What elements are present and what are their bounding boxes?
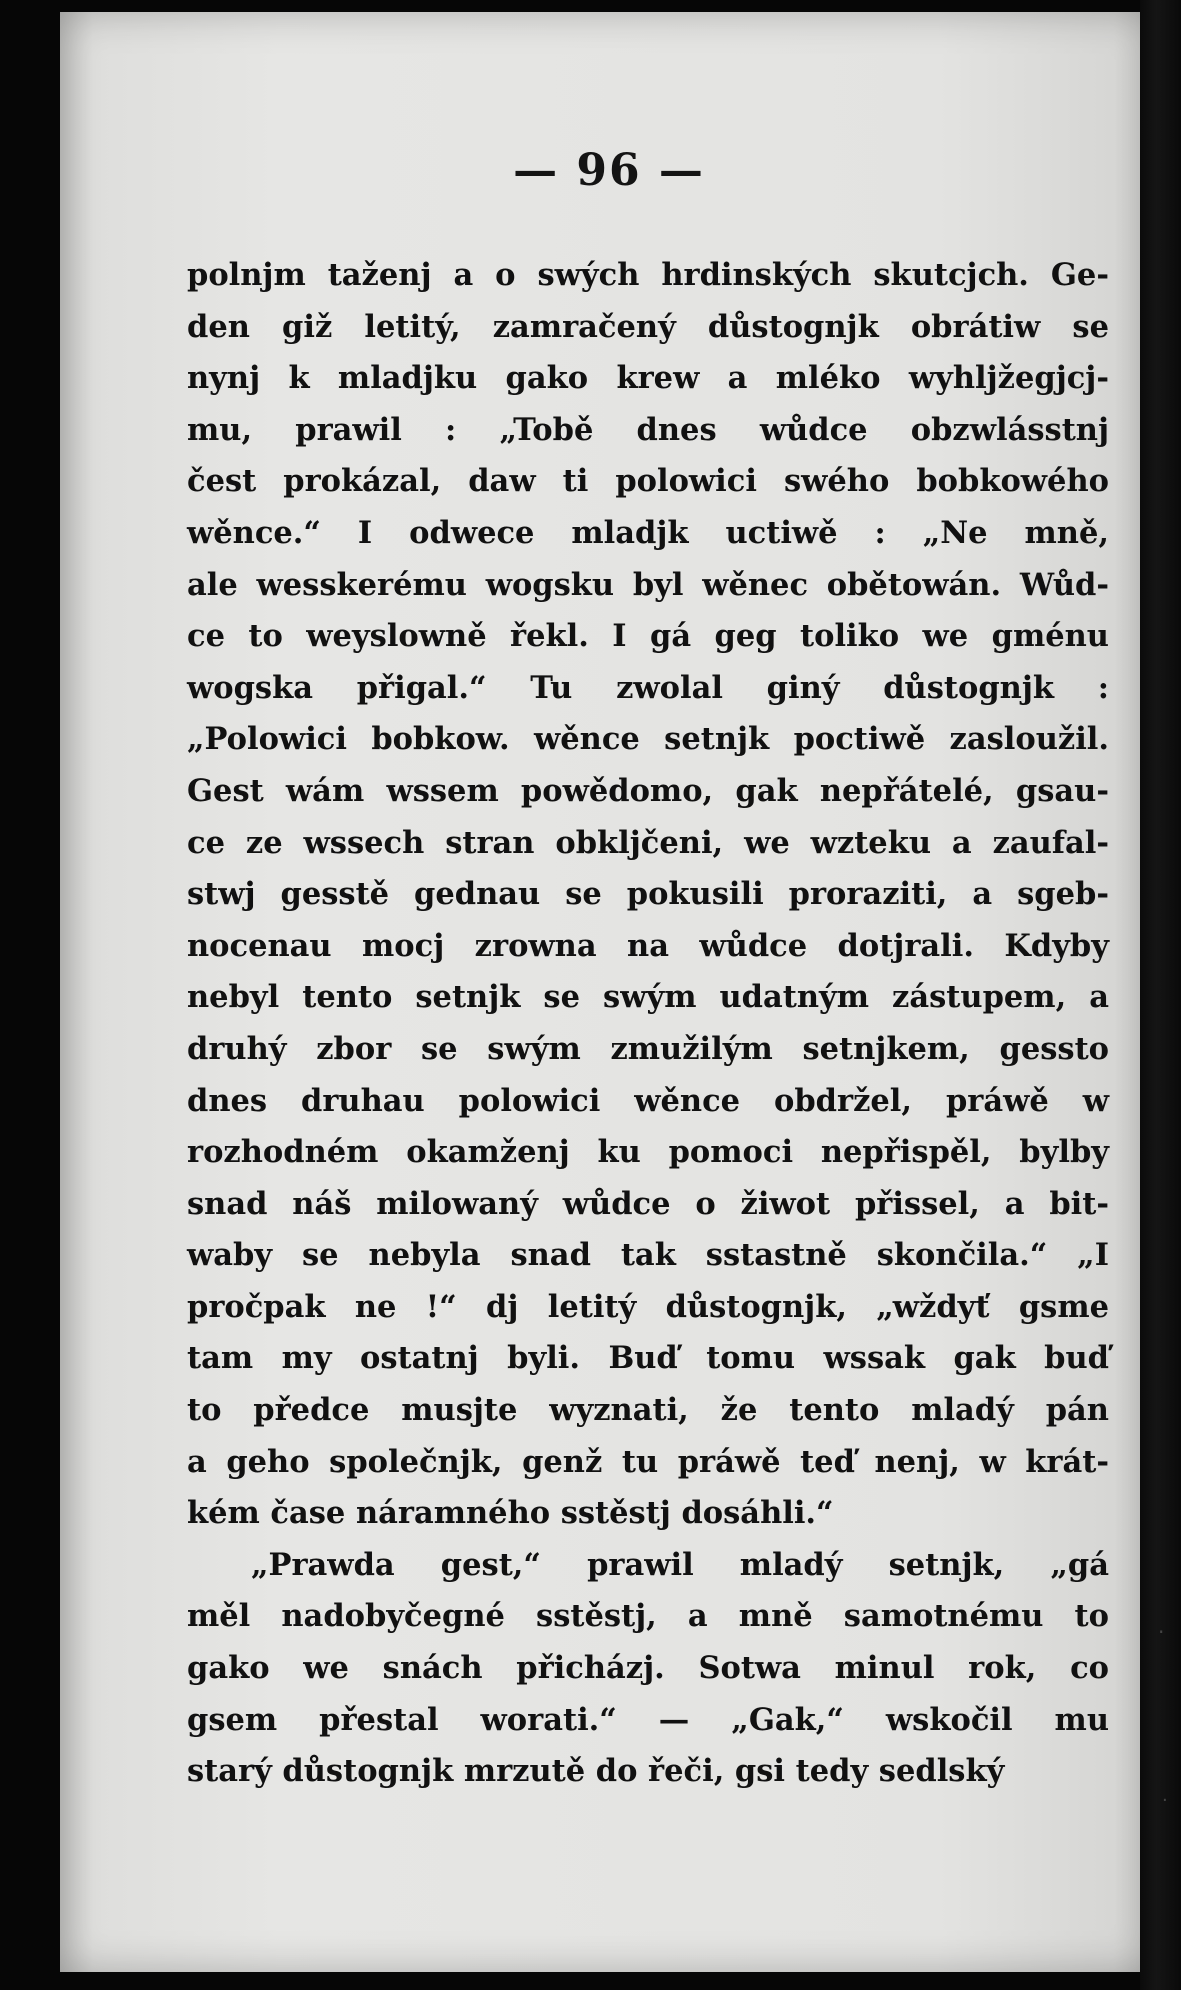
text-line: kém čase náramného sstěstj dosáhli.“ xyxy=(187,1495,834,1532)
text-line: to předce musjte wyznati, že tento mladý pán xyxy=(187,1392,1109,1429)
page-edge-shadow xyxy=(1140,0,1181,1990)
text-line: „Prawda gest,“ prawil mladý setnjk, „gá xyxy=(251,1546,1109,1583)
text-line: nebyl tento setnjk se swým udatným zástupem, a xyxy=(187,979,1109,1016)
text-line: „Polowici bobkow. wěnce setnjk poctiwě zasloužil. xyxy=(187,721,1109,758)
text-line: nynj k mladjku gako krew a mléko wyhljžegjcj- xyxy=(187,360,1109,397)
text-line: měl nadobyčegné sstěstj, a mně samotnému to xyxy=(187,1598,1109,1635)
book-page xyxy=(60,12,1158,1972)
text-line: a geho společnjk, genž tu práwě teď nenj, w krát- xyxy=(187,1443,1109,1480)
text-line: gako we snách přicházj. Sotwa minul rok, co xyxy=(187,1650,1109,1687)
text-line: den giž letitý, zamračený důstognjk obrátiw se xyxy=(187,308,1109,345)
text-line: stwj gesstě gednau se pokusili proraziti, a sgeb- xyxy=(187,876,1109,913)
text-line: Gest wám wssem powědomo, gak nepřátelé, gsau- xyxy=(187,772,1109,809)
scan-speck: · xyxy=(1158,1620,1165,1644)
text-line: nocenau mocj zrowna na wůdce dotjrali. Kdyby xyxy=(187,927,1109,964)
text-line: rozhodném okamženj ku pomoci nepřispěl, bylby xyxy=(187,1134,1109,1171)
text-line: wogska přigal.“ Tu zwolal giný důstognjk : xyxy=(187,669,1109,706)
text-line: ale wesskerému wogsku byl wěnec obětowán. Wůd- xyxy=(187,566,1109,603)
text-line: polnjm taženj a o swých hrdinských skutcjch. Ge- xyxy=(187,257,1109,293)
text-line: mu, prawil : „Tobě dnes wůdce obzwlásstnj xyxy=(187,411,1109,448)
text-line: dnes druhau polowici wěnce obdržel, práwě w xyxy=(187,1082,1109,1119)
text-line: snad náš milowaný wůdce o žiwot přissel, a bit- xyxy=(187,1185,1109,1222)
text-line: tam my ostatnj byli. Buď tomu wssak gak buď xyxy=(187,1340,1109,1377)
text-line: starý důstognjk mrzutě do řeči, gsi tedy sedlský xyxy=(187,1753,1005,1790)
text-line: ce ze wssech stran obkljčeni, we wzteku a zaufal- xyxy=(187,824,1109,861)
text-line: waby se nebyla snad tak sstastně skončila.“ „I xyxy=(187,1237,1109,1274)
text-line: wěnce.“ I odwece mladjk uctiwě : „Ne mně, xyxy=(187,514,1109,551)
scan-speck: · xyxy=(1162,1790,1168,1811)
text-line: čest prokázal, daw ti polowici swého bobkowého xyxy=(187,463,1109,500)
page-number: — 96 — xyxy=(513,145,705,196)
text-line: druhý zbor se swým zmužilým setnjkem, gessto xyxy=(187,1030,1109,1067)
text-line: pročpak ne !“ dj letitý důstognjk, „wždyť gsme xyxy=(187,1288,1109,1325)
text-line: gsem přestal worati.“ — „Gak,“ wskočil mu xyxy=(187,1701,1109,1738)
body-text xyxy=(187,250,1109,1798)
text-line: ce to weyslowně řekl. I gá geg toliko we gménu xyxy=(187,618,1109,655)
